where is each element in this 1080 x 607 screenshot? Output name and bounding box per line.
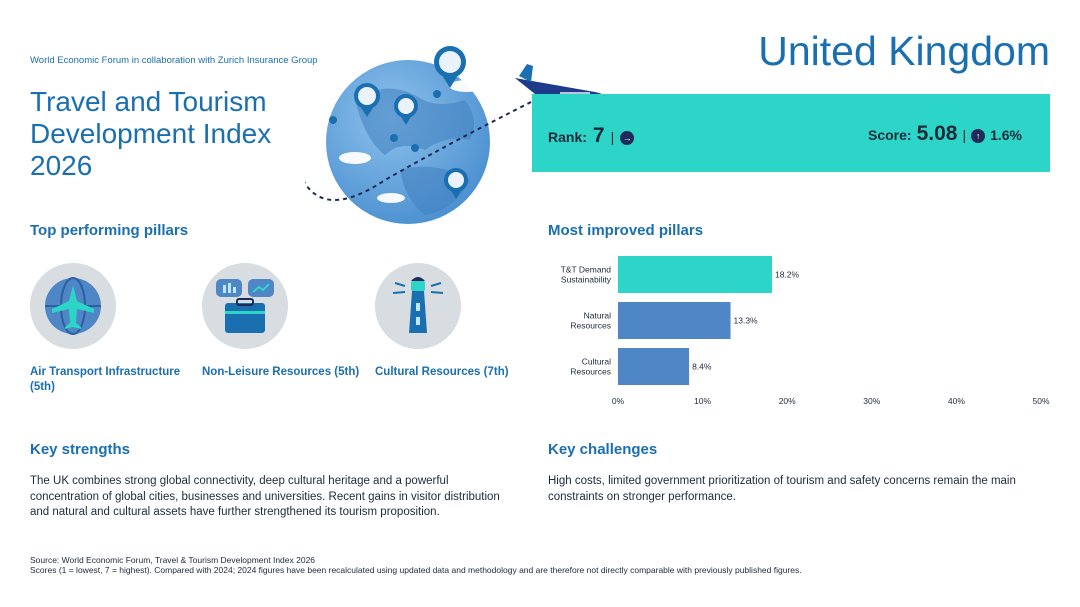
rank-value: 7	[592, 124, 605, 147]
strengths-text: The UK combines strong global connectivity, deep cultural heritage and a powerful concentration of global cities, businesses and universities. Recent gains in visitor distribution and natural and cultural assets have further strengthened its tourism proposition.	[30, 475, 500, 518]
source-note	[30, 555, 802, 575]
tick-label: 50%	[1032, 396, 1050, 406]
rank: Rank: 7 | →	[548, 124, 634, 148]
tick-label: 10%	[694, 396, 712, 406]
score-label: Score:	[867, 127, 912, 143]
category-label: T&T Demand Sustainability	[560, 264, 611, 285]
improved-pillars-chart	[548, 248, 1058, 408]
rank-score-band	[532, 94, 1050, 172]
category-label: Natural Resources	[570, 310, 611, 331]
tick-label: 30%	[863, 396, 881, 406]
briefcase-chart-icon	[202, 263, 288, 349]
pillar-label: Cultural Resources (7th)	[375, 366, 509, 378]
pillar-non-leisure	[202, 263, 362, 380]
bar	[618, 348, 689, 385]
pillar-cultural	[375, 263, 535, 380]
score-change: 1.6%	[990, 127, 1022, 143]
improved-pillars-heading: Most improved pillars	[548, 222, 704, 239]
bar	[618, 302, 731, 339]
challenges-heading: Key challenges	[548, 441, 658, 458]
arrow-up-icon: ↑	[971, 129, 985, 143]
source-line: Source: World Economic Forum, Travel & Tourism Development Index 2026	[30, 555, 316, 565]
pillar-air-transport	[30, 263, 190, 395]
tick-label: 20%	[778, 396, 796, 406]
tick-label: 0%	[611, 396, 625, 406]
tick-label: 40%	[947, 396, 965, 406]
value-label: 18.2%	[774, 269, 800, 280]
pillar-label: Non-Leisure Resources (5th)	[202, 366, 360, 378]
score: Score: 5.08 | ↑ 1.6%	[867, 122, 1022, 145]
score-value: 5.08	[916, 122, 958, 145]
pillar-label: Air Transport Infrastructure (5th)	[30, 366, 181, 393]
challenges-text: High costs, limited government prioritization of tourism and safety concerns remain the main constraints on stronger performance.	[548, 475, 1016, 503]
lighthouse-icon	[375, 263, 461, 349]
bar	[618, 256, 772, 293]
org-credit: World Economic Forum in collaboration with Zurich Insurance Group	[30, 55, 318, 66]
value-label: 13.3%	[733, 315, 758, 326]
category-label: Cultural Resources	[570, 356, 611, 377]
airplane-globe-icon	[30, 263, 116, 349]
value-label: 8.4%	[692, 361, 712, 372]
rank-label: Rank:	[548, 129, 587, 145]
scores-note: Scores (1 = lowest, 7 = highest). Compared with 2024; 2024 figures have been recalculated using updated data and methodology and are therefore not directly comparable with previously published figures.	[30, 565, 802, 575]
country-name: United Kingdom	[758, 28, 1050, 74]
top-pillars-heading: Top performing pillars	[30, 222, 189, 239]
strengths-heading: Key strengths	[30, 441, 131, 458]
page-title: Travel and Tourism Development Index 2026	[30, 86, 272, 181]
arrow-right-icon: →	[620, 131, 634, 145]
